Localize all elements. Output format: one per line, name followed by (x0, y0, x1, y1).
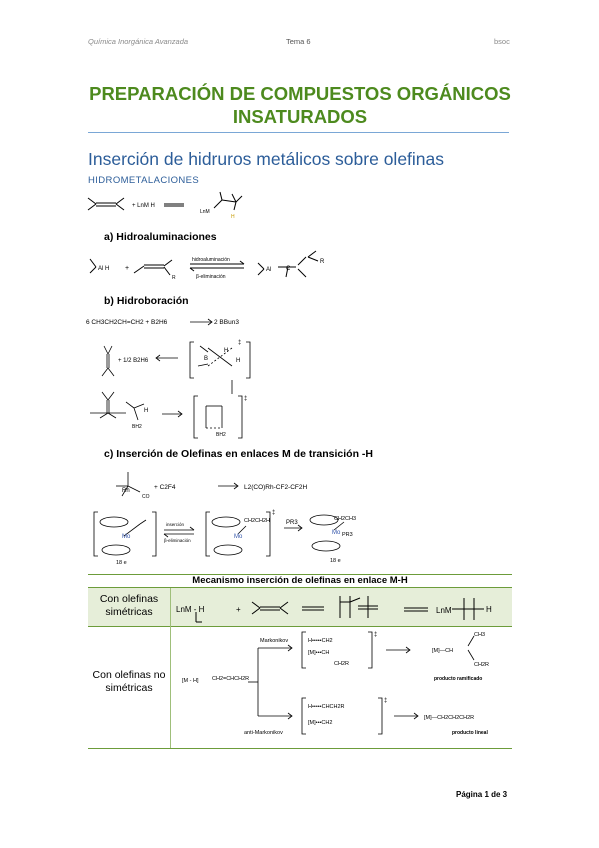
branched-m: [M]—CH (432, 648, 454, 654)
electron-count-1: 18 e (116, 560, 127, 566)
pr3-label: PR3 (286, 520, 298, 526)
row1-plus: + (236, 605, 241, 614)
product-c-label: C (286, 266, 291, 272)
row1-lnm-h: LnM - H (176, 605, 205, 614)
rh-equation: + C2F4 (154, 484, 176, 491)
ts1-bottom: [M]•••CH (308, 650, 330, 656)
title-rule (88, 132, 509, 133)
ts2-top: H•••••CHCH2R (308, 704, 345, 710)
hydroboration-scheme (86, 312, 286, 442)
header-left: Química Inorgánica Avanzada (88, 37, 189, 46)
mo-label-2: Mo (234, 534, 243, 540)
pr3-label-2: PR3 (342, 532, 353, 538)
olefin-r-label: R (172, 275, 176, 281)
ch2ch2h-label: CH2CH2H (244, 518, 270, 524)
column-divider (170, 588, 171, 748)
insertion-backward-label: β-eliminación (164, 538, 191, 543)
mechanism-table (88, 574, 512, 749)
product-al-label: Al (266, 267, 272, 273)
eq1-product-label: LnM (200, 209, 210, 215)
ts1-ch2r: CH2R (334, 661, 349, 667)
ts1-b-label: B (204, 356, 209, 362)
header-right: bsoc (494, 37, 510, 46)
insertion-forward-label: inserción (166, 522, 185, 527)
title-line-2: INSATURADOS (232, 106, 368, 127)
rh-atom-label: Rh (122, 488, 130, 494)
bh2-label: BH2 (132, 424, 142, 430)
ts1-h-top: H (224, 348, 229, 354)
anti-markonikov-label: anti-Markonikov (244, 730, 283, 736)
olefin-insertion-scheme (88, 464, 368, 566)
row1-final-lnm: LnM (436, 606, 452, 615)
linear-formula: [M]—CH2CH2CH2R (424, 715, 475, 721)
title-line-1: PREPARACIÓN DE COMPUESTOS ORGÁNICOS (89, 83, 511, 104)
eq1-h-label: H (231, 214, 235, 220)
symmetric-mechanism (172, 588, 512, 626)
backward-label: β-eliminación (196, 274, 226, 280)
ch2ch3-label: CH2CH3 (334, 516, 357, 522)
olefin-label: CH2=CHCH2R (212, 676, 250, 682)
markonikov-label: Markonikov (260, 638, 289, 644)
hydrometalation-scheme (86, 188, 256, 220)
page-number: Página 1 de 3 (456, 790, 508, 799)
subheading: HIDROMETALACIONES (88, 175, 200, 186)
h-label-3: H (144, 408, 149, 414)
product-branched-label: producto ramificado (434, 676, 483, 682)
mo-label-3: Mo (332, 530, 341, 536)
co-label: CO (142, 494, 150, 500)
ts1-dagger: ‡ (374, 632, 378, 638)
hydroboration-equation: 6 CH3CH2CH=CH2 + B2H6 (86, 319, 168, 326)
table-header: Mecanismo inserción de olefinas en enlace M-H (88, 574, 512, 588)
header-center: Tema 6 (286, 37, 311, 46)
row-divider (88, 626, 512, 627)
ts2-dagger: ‡ (244, 396, 248, 402)
ts2-bottom: [M]•••CH2 (308, 720, 333, 726)
ts1-top: H•••••CH2 (308, 638, 333, 644)
forward-label: hidroaluminación (192, 257, 230, 263)
product-r-label: R (320, 259, 325, 265)
al-h-reagent: Al H (98, 266, 110, 272)
ts1-dagger: ‡ (238, 340, 242, 346)
row1-label: Con olefinas simétricas (99, 593, 159, 618)
section-a-heading: a) Hidroaluminaciones (104, 231, 217, 243)
electron-count-2: 18 e (330, 558, 341, 564)
ts1-h-bottom: H (236, 358, 241, 364)
section-b-heading: b) Hidroboración (104, 295, 189, 307)
hydroboration-reagent2: + 1/2 B2H6 (118, 358, 149, 364)
hydroalumination-scheme (86, 247, 346, 283)
eq1-reagent: + LnM H (132, 203, 155, 209)
rh-product: L2(CO)Rh-CF2-CF2H (244, 484, 308, 491)
table-bottom-rule (88, 748, 512, 749)
section-c-heading: c) Inserción de Olefinas en enlaces M de transición -H (104, 448, 373, 460)
section-heading: Inserción de hidruros metálicos sobre olefinas (88, 149, 445, 169)
product-linear-label: producto lineal (452, 730, 488, 736)
branched-ch3: CH3 (474, 632, 486, 638)
mh-label: [M - H] (182, 678, 199, 684)
hydroboration-product: 2 BBun3 (214, 319, 239, 326)
ts2-bh2-label: BH2 (216, 432, 226, 438)
plus-sign-1: + (125, 265, 130, 272)
asymmetric-mechanism (172, 628, 512, 748)
row2-label: Con olefinas no simétricas (92, 669, 166, 694)
branched-ch2r: CH2R (474, 662, 489, 668)
page-title (60, 82, 540, 128)
row1-final-h: H (486, 605, 492, 614)
ts2-dagger: ‡ (384, 698, 388, 704)
mo-label-1: Mo (122, 534, 131, 540)
insertion-dagger: ‡ (272, 510, 276, 516)
